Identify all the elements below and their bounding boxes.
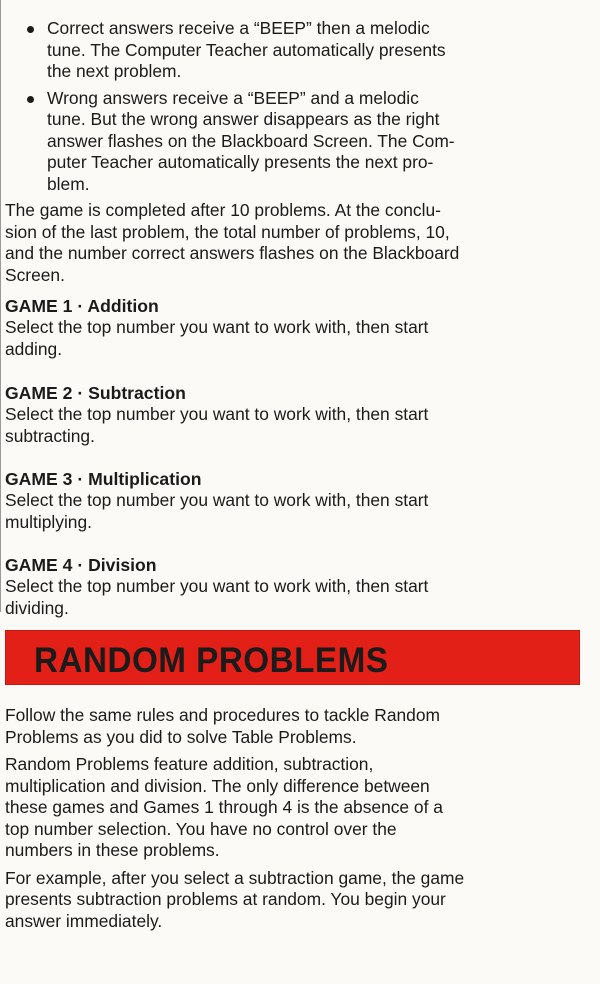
bullet-line: Correct answers receive a “BEEP” then a melodic [47, 18, 430, 38]
game-completion-paragraph [5, 200, 550, 286]
paragraph-line: Select the top number you want to work with, then start [5, 490, 429, 510]
game-2-heading: GAME 2 · Subtraction [5, 383, 186, 403]
bullet-correct-answers [5, 18, 547, 83]
bullet-dot-icon [27, 26, 34, 33]
game-3-instructions [5, 490, 535, 533]
bullet-line: Wrong answers receive a “BEEP” and a melodic [47, 87, 419, 108]
paragraph-line: numbers in these problems. [5, 840, 220, 860]
paragraph-line: subtracting. [5, 425, 95, 446]
game-1-instructions [5, 317, 535, 360]
bullet-line: answer flashes on the Blackboard Screen. The Com- [47, 130, 455, 151]
bullet-line: tune. The Computer Teacher automatically presents [47, 39, 446, 60]
paragraph-line: dividing. [5, 597, 69, 618]
game-4-heading: GAME 4 · Division [5, 555, 157, 575]
paragraph-line: presents subtraction problems at random. You begin your [5, 889, 446, 909]
paragraph-line: Select the top number you want to work with, then start [5, 317, 429, 337]
paragraph-line: adding. [5, 338, 63, 359]
random-problems-banner [5, 630, 580, 685]
bullet-line: blem. [47, 173, 90, 194]
paragraph-line: Random Problems feature addition, subtraction, [5, 754, 374, 774]
bullet-line: tune. But the wrong answer disappears as the right [47, 109, 440, 129]
manual-page [5, 18, 590, 619]
paragraph-line: Screen. [5, 264, 65, 285]
margin-rule [0, 0, 1, 612]
game-4-section [5, 554, 590, 619]
paragraph-line: sion of the last problem, the total number of problems, 10, [5, 221, 450, 242]
paragraph-line: these games and Games 1 through 4 is the absence of a [5, 797, 443, 817]
game-3-section [5, 468, 590, 533]
paragraph-line: multiplying. [5, 511, 92, 532]
paragraph-line: and the number correct answers flashes on the Blackboard [5, 243, 460, 263]
paragraph-line: For example, after you select a subtraction game, the game [5, 867, 465, 888]
paragraph-line: multiplication and division. The only difference between [5, 775, 430, 796]
paragraph-line: Problems as you did to solve Table Problems. [5, 726, 357, 747]
game-1-heading: GAME 1 · Addition [5, 296, 159, 316]
bullet-line: the next problem. [47, 61, 182, 81]
random-example-paragraph [5, 868, 545, 933]
random-problems-section [5, 705, 550, 938]
bullet-line: puter Teacher automatically presents the next pro- [47, 152, 434, 172]
random-rules-paragraph [5, 705, 545, 748]
random-problems-title: RANDOM PROBLEMS [34, 641, 389, 680]
feedback-bullet-list [5, 18, 590, 195]
paragraph-line: Select the top number you want to work with, then start [5, 576, 429, 596]
game-1-section [5, 295, 590, 360]
game-2-instructions [5, 404, 535, 447]
bullet-dot-icon [27, 96, 34, 103]
game-2-section [5, 382, 590, 447]
paragraph-line: Select the top number you want to work with, then start [5, 404, 429, 424]
paragraph-line: The game is completed after 10 problems. At the conclu- [5, 200, 441, 220]
bullet-wrong-answers [5, 88, 547, 196]
paragraph-line: answer immediately. [5, 910, 163, 931]
game-4-instructions [5, 576, 535, 619]
random-features-paragraph [5, 754, 545, 862]
paragraph-line: top number selection. You have no control over the [5, 818, 397, 839]
game-3-heading: GAME 3 · Multiplication [5, 469, 202, 489]
paragraph-line: Follow the same rules and procedures to tackle Random [5, 705, 440, 725]
